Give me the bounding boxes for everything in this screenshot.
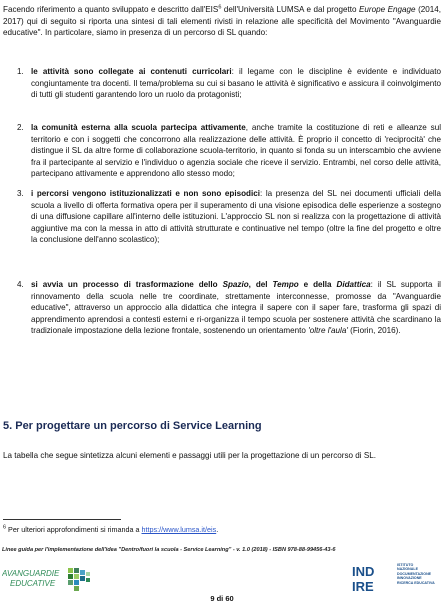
footnote-end: . bbox=[216, 525, 219, 534]
list-item bbox=[17, 188, 441, 246]
intro-text-3: (2014, 2017) qui di seguito si riporta una sintesi di tali elementi rivisti in relazione alle specificità del Movimento "Avanguardie educative". In particolare, siamo in presenza di un percorso di SL quando: bbox=[3, 5, 442, 38]
logo-word-1: AVANGUARDIE bbox=[2, 569, 60, 578]
project-name: Europe Engage bbox=[359, 5, 416, 14]
item-text: : la presenza del SL nei documenti ufficiali della scuola a livello di offerta formativa opera per il superamento di una visione episodica delle esperienze a sostegno di una diffusione capillare all'interno delle istituzioni. L'approccio SL non si realizza con la progettazione di attività aggiuntive ma con la messa in atto di attività strutturate e continuative nel tempo (oltre la fine del progetto e oltre la conclusione dell'anno scolastico); bbox=[31, 189, 441, 245]
section-paragraph: La tabella che segue sintetizza alcuni elementi e passaggi utili per la progettazione di un percorso di SL. bbox=[3, 451, 376, 460]
mosaic-mark bbox=[68, 568, 90, 591]
item-text: , anche tramite la costituzione di reti e alleanze sul territorio e con i soggetti che concorrono alla realizzazione delle attività. È proprio il concetto di 'reciprocità' che distingue il SL da altre forme di collaborazione scuola-territorio, in quanto si fonda su un interscambio che avviene fra il partecipante al servizio e l'individuo o agenzia sociale che riceve il servizio. Entrambi, nel corso delle attività, partecipano attivamente e apprendono allo stesso modo; bbox=[31, 123, 442, 179]
footer-guide-line: Linee guida per l'implementazione dell'idea "Dentro/fuori la scuola - Service Learning" - v. 1.0 (2018) - ISBN 978-88-99456-43-6 bbox=[2, 547, 336, 553]
footnote-ref[interactable]: 6 bbox=[218, 4, 222, 11]
item-bold: e della bbox=[298, 280, 337, 289]
avanguardie-logo-graphic bbox=[2, 562, 112, 596]
item-bold: le attività sono collegate ai contenuti curricolari bbox=[31, 67, 232, 76]
item-bold-italic: Tempo bbox=[272, 280, 299, 289]
footnote-number: 6 bbox=[3, 524, 7, 531]
intro-text-1: Facendo riferimento a quanto sviluppato e descritto dall'EIS bbox=[3, 5, 219, 14]
section-heading: 5. Per progettare un percorso di Service Learning bbox=[3, 420, 262, 432]
item-number: 1. bbox=[17, 67, 24, 76]
item-bold: si avvia un processo di trasformazione dello bbox=[31, 280, 223, 289]
svg-text:IND: IND bbox=[352, 564, 375, 579]
item-bold: la comunità esterna alla scuola partecipa attivamente bbox=[31, 123, 246, 132]
footnote-divider bbox=[3, 519, 121, 520]
avanguardie-logo bbox=[2, 562, 112, 596]
item-italic: 'oltre l'aula' bbox=[308, 326, 348, 336]
item-bold: , del bbox=[248, 280, 273, 289]
item-number: 2. bbox=[17, 123, 24, 132]
item-number: 3. bbox=[17, 189, 24, 198]
item-bold-italic: Didattica bbox=[336, 280, 371, 289]
footnote-text: Per ulteriori approfondimenti si rimanda a bbox=[6, 525, 142, 534]
page-number: 9 di 60 bbox=[210, 594, 234, 603]
item-bold-italic: Spazio bbox=[222, 280, 249, 289]
item-number: 4. bbox=[17, 280, 24, 289]
intro-text-2: dell'Università LUMSA e dal progetto bbox=[221, 5, 360, 14]
intro-paragraph bbox=[3, 4, 441, 39]
footnote-link[interactable]: https://www.lumsa.it/eis bbox=[141, 525, 217, 534]
list-item bbox=[17, 66, 441, 101]
item-bold: i percorsi vengono istituzionalizzati e non sono episodici bbox=[31, 189, 261, 198]
indire-subtitle: ISTITUTO NAZIONALE DOCUMENTAZIONE INNOVAZIONE RICERCA EDUCATIVA bbox=[397, 563, 435, 585]
logo-word-2: EDUCATIVE bbox=[10, 579, 56, 588]
svg-text:IRE: IRE bbox=[352, 579, 374, 594]
item-text: (Fiorin, 2016). bbox=[347, 326, 401, 336]
list-item bbox=[17, 122, 442, 180]
item-text: : il legame con le discipline è evidente e individuato congiuntamente tra docenti. Il tema/problema su cui si basano le attività è significativo e assicura il coinvolgimento di tutti gli studenti garantendo loro un ruolo da protagonisti; bbox=[31, 67, 441, 100]
item-text: : il SL supporta il rinnovamento della scuola nelle tre coordinate, strettamente interconnesse, promosse da "Avanguardie educative", attraverso un approccio alla didattica che integra il sapere con il saper fare, trasforma gli spazi di apprendimento aprendosi a contesti esterni e ri-organizza il tempo scuola per sostenere attività che scardinano la tradizionale impostazione della lezione frontale, sostenendo un orientamento bbox=[31, 280, 441, 336]
footnote bbox=[3, 525, 218, 535]
list-item bbox=[17, 279, 441, 337]
